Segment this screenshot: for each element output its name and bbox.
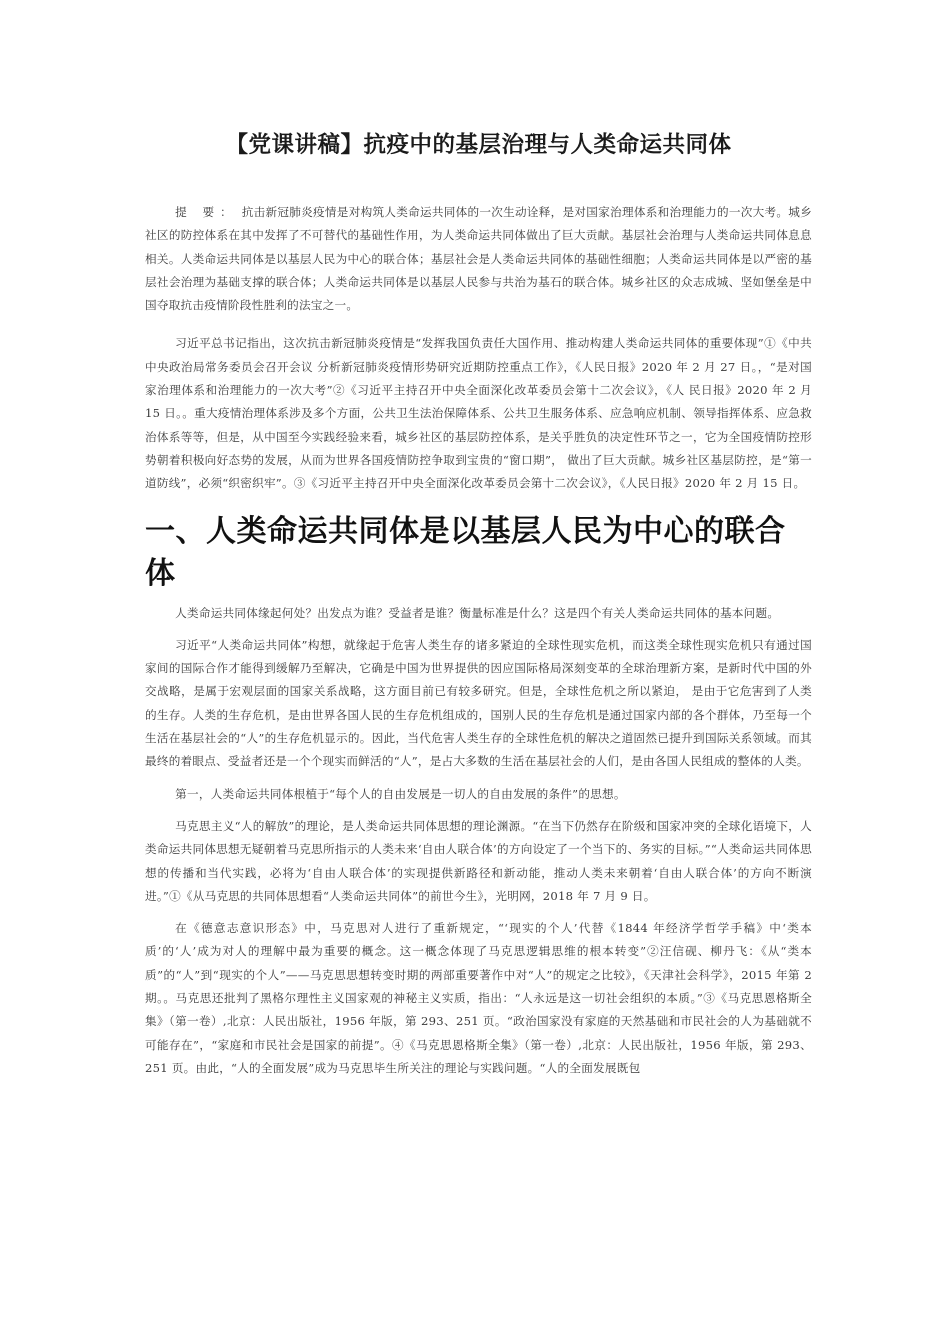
abstract-label: 提 要： — [175, 205, 238, 219]
section-paragraph-4: 马克思主义“人的解放”的理论，是人类命运共同体思想的理论渊源。“在当下仍然存在阶级和国家冲突的全球化语境下，人类命运共同体思想无疑朝着马克思所指示的人类未来‘自由人联合体’的方向设定了一个当下的、务实的目标。”“人类命运共同体思想的传播和当代实践，必将为‘自由人联合体’的实现提供新路径和新动能，推动人类未来朝着‘自由人联合体’的方向不断演进。”①《从马克思的共同体思想看“人类命运共同体”的前世今生》，光明网，2018 年 7 月 9 日。 — [145, 818, 812, 903]
intro-paragraph: 习近平总书记指出，这次抗击新冠肺炎疫情是“发挥我国负责任大国作用、推动构建人类命运共同体的重要体现”①《中共中央政治局常务委员会召开会议 分析新冠肺炎疫情形势研究近期防控重点工作》，《人民日报》2020 年 2 月 27 日。，“是对国家治理体系和治理能力的一次大考”②《习近平主持召开中央全面深化改革委员会第十二次会议》，《人 民日报》2020 年 2 月 15 日。。重大疫情治理体系涉及多个方面，公共卫生法治保障体系、公共卫生服务体系、应急响应机制、领导指挥体系、应急救治体系等等，但是，从中国至今实践经验来看，城乡社区的基层防控体系，是关乎胜负的决定性环节之一，它为全国疫情防控形势朝着积极向好态势的发展，从而为世界各国疫情防控争取到宝贵的“窗口期”， 做出了巨大贡献。城乡社区基层防控，是“第一道防线”，必须“织密织牢”。③《习近平主持召开中央全面深化改革委员会第十二次会议》，《人民日报》2020 年 2 月 15 日。 — [145, 336, 812, 491]
abstract-paragraph — [145, 201, 812, 317]
section-paragraph-1: 人类命运共同体缘起何处？出发点为谁？受益者是谁？衡量标准是什么？这是四个有关人类命运共同体的基本问题。 — [175, 605, 780, 620]
document-title: 【党课讲稿】抗疫中的基层治理与人类命运共同体 — [225, 132, 732, 158]
section-paragraph-2: 习近平“人类命运共同体”构想，就缘起于危害人类生存的诸多紧迫的全球性现实危机，而这类全球性现实危机只有通过国家间的国际合作才能得到缓解乃至解决，它确是中国为世界提供的因应国际格局深刻变革的全球治理新方案，是新时代中国的外交战略，是属于宏观层面的国家关系战略，这方面目前已有较多研究。但是，全球性危机之所以紧迫， 是由于它危害到了人类的生存。人类的生存危机，是由世界各国人民的生存危机组成的，国别人民的生存危机是通过国家内部的各个群体，乃至每一个生活在基层社会的“人”的生存危机显示的。因此，当代危害人类生存的全球性危机的解决之道固然已提升到国际关系领域。而其最终的着眼点、受益者还是一个个现实而鲜活的“人”，是占大多数的生活在基层社会的人们，是由各国人民组成的整体的人类。 — [145, 637, 812, 769]
section-paragraph-3: 第一，人类命运共同体根植于“每个人的自由发展是一切人的自由发展的条件”的思想。 — [175, 786, 626, 801]
abstract-text: 抗击新冠肺炎疫情是对构筑人类命运共同体的一次生动诠释，是对国家治理体系和治理能力的一次大考。城乡社区的防控体系在其中发挥了不可替代的基础性作用，为人类命运共同体做出了巨大贡献。基层社会治理与人类命运共同体息息相关。人类命运共同体是以基层人民为中心的联合体；基层社会是人类命运共同体的基础性细胞；人类命运共同体是以严密的基层社会治理为基础支撑的联合体；人类命运共同体是以基层人民参与共治为基石的联合体。城乡社区的众志成城、坚如堡垒是中国夺取抗击疫情阶段性胜利的法宝之一。 — [145, 205, 813, 313]
section-heading: 一、人类命运共同体是以基层人民为中心的联合体 — [145, 513, 786, 591]
section-paragraph-5: 在《德意志意识形态》中，马克思对人进行了重新规定，“‘现实的个人’代替《1844 年经济学哲学手稿》中‘类本质’的‘人’成为对人的理解中最为重要的概念。这一概念体现了马克思逻辑思维的根本转变”②汪信砚、柳丹飞：《从“类本质”的“人”到“现实的个人”——马克思思想转变时期的两部重要著作中对“人”的规定之比较》，《天津社会科学》，2015 年第 2 期。。马克思还批判了黑格尔理性主义国家观的神秘主义实质，指出：“人永远是这一切社会组织的本质。”③《马克思恩格斯全集》（第一卷）,北京：人民出版社，1956 年版，第 293、251 页。“政治国家没有家庭的天然基础和市民社会的人为基础就不可能存在”，“家庭和市民社会是国家的前提”。④《马克思恩格斯全集》（第一卷）,北京：人民出版社，1956 年版，第 293、251 页。由此，“人的全面发展”成为马克思毕生所关注的理论与实践问题。“人的全面发展既包 — [145, 921, 812, 1075]
